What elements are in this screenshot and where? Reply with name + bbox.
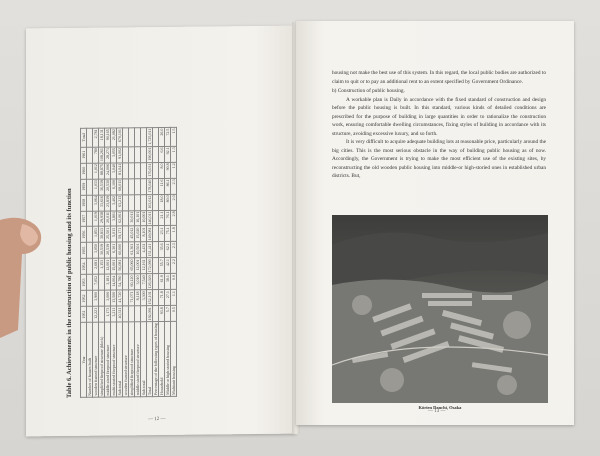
table-cell: 81,041 [117, 162, 123, 178]
table-cell: 178,040 [147, 179, 152, 193]
table-cell: 42.1 [165, 258, 171, 274]
table-cell: 15,020 [135, 226, 141, 242]
table-cell: 55.7 [159, 258, 165, 274]
table-cell: 30,813 [99, 226, 105, 242]
table-cell: 88,875 [99, 163, 105, 179]
table-cell: 38.1 [165, 274, 171, 290]
row-label: Multiunit housing [171, 322, 177, 397]
table-cell: 10,501 [135, 242, 141, 258]
column-header: 1961 [81, 147, 87, 163]
table-cell: 1,033 [93, 179, 99, 195]
table-cell: 8.0 [159, 162, 165, 178]
table-cell: 780 [93, 147, 99, 163]
paragraph: A workable plan is Daily in accordance with the fixed standard of construction and design before the public housing is built. In this standard, various kinds of detailed conditions are prescribed for the purpose of building in large quantities in order to rationalize the construction work, ensuring comfortable dwelling circumstances, fixing styles of building in accordance with its structure, avoiding excessive luxury, and so forth. [332, 96, 546, 137]
row-label: Percentage of the following types of housing [153, 323, 158, 396]
table-cell: 86.1 [165, 178, 171, 194]
table-cell: 14,004 [111, 274, 117, 290]
row-label: wooden framed structure [123, 322, 129, 397]
row-label: Household [159, 322, 165, 397]
table-row [99, 128, 105, 397]
table-cell: 3,402 [111, 194, 117, 210]
table-cell: 2.8 [171, 210, 177, 226]
table-cell: 8,118 [135, 290, 141, 306]
table-cell: 151,411 [147, 243, 152, 257]
table-cell: 71.8 [159, 290, 165, 306]
housing-table [80, 126, 177, 397]
table-cell: 3,040 [111, 162, 117, 178]
table-cell: 2,781 [93, 128, 99, 147]
paragraph: It is very difficult to acquire adequate building lots at reasonable price, particularly around the big cities. This is the most serious obstacle in the way of building public housing as of now. Accordingly, the Government is trying to make the most efficient use of the existing sites, by reconstructing the old wooden public housing into middle-or high-storied ones in established urban districts. But, [332, 139, 546, 179]
table-cell: 3,300 [141, 290, 147, 306]
table-cell: 149,081 [147, 227, 152, 241]
table-cell: 24,006 [105, 163, 111, 179]
table-cell: 93.8 [159, 306, 165, 322]
row-label: middle-sized fireproof structure [105, 322, 111, 397]
table-cell: 5,013 [111, 226, 117, 242]
table-cell: 92.1 [165, 146, 171, 162]
left-page [26, 26, 296, 437]
table-cell: 30,011 [129, 210, 135, 226]
table-header-row [81, 128, 87, 397]
table-cell: 3,000 [105, 290, 111, 306]
paragraph: housing not make the best use of this system. In this regard, the local public bodies are authorized to claim to quit or to pay an additional rent to an extent specified by Government Ordinance. [332, 70, 546, 85]
table-cell: 1,019 [93, 211, 99, 227]
table-cell: 192,091 [147, 307, 152, 321]
table-cell: 170,031 [147, 163, 152, 177]
table-cell: 30,519 [99, 242, 105, 258]
table-cell: 1.1 [171, 290, 177, 306]
column-header: 1954 [81, 259, 87, 275]
table-cell: 68,011 [117, 178, 123, 194]
column-header: 1951 [81, 307, 87, 323]
right-page [296, 21, 574, 425]
table-cell: 1,725,011 [147, 128, 152, 145]
aerial-photo [332, 215, 548, 403]
column-header: 1957 [81, 211, 87, 227]
column-header: 1956 [81, 227, 87, 243]
table-cell: 28,271 [105, 147, 111, 163]
table-cell: 12,161 [141, 258, 147, 274]
table-cell: 4,431 [141, 242, 147, 258]
row-label: Middle or high-storied housing [165, 322, 171, 397]
table-cell: 1.8 [171, 226, 177, 242]
table-cell: 60,120 [129, 274, 135, 290]
table-cell: 20,539 [105, 242, 111, 258]
row-label: Number of houses built [87, 322, 93, 397]
table-cell: 3,900 [93, 290, 99, 306]
table-cell: 163,012 [147, 195, 152, 209]
table-cell: 23.1 [159, 226, 165, 242]
table-cell: 1,153 [99, 258, 105, 274]
table-cell: 3,055 [111, 146, 117, 162]
aerial-photo-image [332, 215, 548, 403]
table-cell: 6,301 [111, 242, 117, 258]
rotated-table-block [66, 66, 276, 398]
table-cell: 2.2 [171, 258, 177, 274]
table-cell: 45,012 [129, 226, 135, 242]
table-cell: 65,060 [129, 258, 135, 274]
table-cell: 18.0 [159, 194, 165, 210]
table-cell: 1.2 [171, 162, 177, 178]
table-cell: 1.5 [171, 127, 177, 146]
table-row [93, 128, 99, 397]
table-cell: 15,001 [111, 258, 117, 274]
table-cell: 2,681 [93, 258, 99, 274]
table-cell: 13,500 [111, 290, 117, 306]
table-cell: 18,131 [99, 128, 105, 147]
table-cell: 1.3 [171, 146, 177, 162]
table-cell: 33,616 [99, 195, 105, 211]
table-cell: 90.8 [165, 162, 171, 178]
section-heading: b) Construction of public housing. [332, 88, 405, 94]
photo-caption: Kōrien Danchi, Osaka [418, 405, 462, 410]
table-cell: 25,501 [105, 226, 111, 242]
table-cell: 670,101 [117, 128, 123, 147]
row-label: Total [147, 322, 153, 397]
page-number-right: — 13 — [428, 409, 446, 414]
table-cell: 146,011 [147, 211, 152, 225]
table-cell: 6.6 [159, 146, 165, 162]
row-label: middle-sized fireproof structure [135, 322, 141, 397]
table-cell: 1,173 [105, 306, 111, 322]
hand-thumb [0, 210, 46, 340]
table-cell: 1,012 [93, 163, 99, 179]
table-cell: 62.1 [165, 242, 171, 258]
table-title: Table 6. Achievements in the construction of public housing and its function [66, 188, 73, 398]
table-cell: 3,010 [135, 274, 141, 290]
column-header: Year [81, 323, 87, 398]
table-cell: 3,801 [111, 210, 117, 226]
table-cell: 41,720 [117, 290, 123, 306]
table-cell: 20,530 [105, 179, 111, 195]
table-cell: 16,101 [135, 210, 141, 226]
table-cell: 12,001 [105, 258, 111, 274]
table-cell: 54,780 [117, 274, 123, 290]
table-cell: 8,101 [141, 226, 147, 242]
table-cell: 3,211 [111, 306, 117, 322]
table-cell: 62,061 [117, 210, 123, 226]
table-cell: 10,001 [141, 210, 147, 226]
column-header: Total [81, 128, 87, 147]
table-cell: 35.6 [159, 242, 165, 258]
table-cell: 190,001 [147, 147, 152, 161]
table-cell: 12,221 [93, 306, 99, 322]
table-cell: 6,100 [111, 178, 117, 194]
table-cell: 72.5 [165, 127, 171, 146]
page-number-left: — 12 — [148, 416, 166, 423]
column-header: 1952 [81, 291, 87, 307]
column-header: 1959 [81, 179, 87, 195]
table-cell: 29,938 [99, 211, 105, 227]
table-cell: 11.6 [159, 178, 165, 194]
table-cell: 2.3 [171, 178, 177, 194]
column-header: 1953 [81, 275, 87, 291]
table-cell: 7,540 [141, 274, 147, 290]
table-cell: 3,050 [93, 243, 99, 259]
table-row [171, 127, 177, 396]
table-cell: 108,261 [99, 148, 104, 162]
table-row [111, 128, 117, 397]
table-cell: 56,081 [117, 258, 123, 274]
table-cell: 75.1 [165, 226, 171, 242]
table-row [165, 127, 171, 396]
table-cell: 27.1 [165, 290, 171, 306]
table-cell: 26.0 [159, 127, 165, 146]
column-header: 1955 [81, 243, 87, 259]
column-header: 1960 [81, 163, 87, 179]
table-cell: 91,002 [117, 146, 123, 162]
row-label: Sub-total [117, 322, 123, 397]
table-cell: 21.1 [159, 210, 165, 226]
row-label: simplified fireproof structure [129, 322, 135, 397]
table-cell: 172,090 [147, 259, 152, 273]
table-cell: 61,361 [129, 242, 135, 258]
table-cell: 21,082 [111, 128, 117, 147]
table-cell: 2.0 [171, 194, 177, 210]
table-cell: 60,000 [117, 242, 123, 258]
table-cell: 0.5 [171, 306, 177, 322]
table-cell: 23,839 [105, 195, 111, 211]
table-cell: 59,171 [117, 226, 123, 242]
row-label: simplified fireproof structure (block) [99, 322, 105, 397]
row-label: wooden framed structure [93, 322, 99, 397]
table-cell: 3,064 [93, 195, 99, 211]
table-cell: 71,071 [129, 290, 135, 306]
table-cell: 3,181 [105, 274, 111, 290]
table-cell: 126,020 [147, 275, 152, 289]
table-cell: 1,851 [93, 227, 99, 243]
table-cell: 152,101 [147, 291, 152, 305]
table-cell: 36,539 [99, 179, 105, 195]
table-cell: 20,011 [105, 211, 111, 227]
row-label: Sub-total [141, 322, 147, 397]
row-label: multi-storied fireproof structure [111, 322, 117, 397]
body-text [332, 69, 546, 181]
table-cell: 12,001 [135, 258, 141, 274]
table-cell: 5.7 [165, 306, 171, 322]
table-cell: 2.3 [171, 242, 177, 258]
table-row [105, 128, 111, 397]
table-cell: 61.9 [159, 274, 165, 290]
table-cell: 80.0 [165, 194, 171, 210]
table-cell: 90,165 [105, 128, 111, 147]
table-cell: 0.0 [171, 274, 177, 290]
table-cell: 7,052 [93, 274, 99, 290]
table-cell: 76.1 [165, 210, 171, 226]
table-cell: 40,311 [117, 306, 123, 322]
column-header: 1958 [81, 195, 87, 211]
table-cell: 63,213 [117, 194, 123, 210]
